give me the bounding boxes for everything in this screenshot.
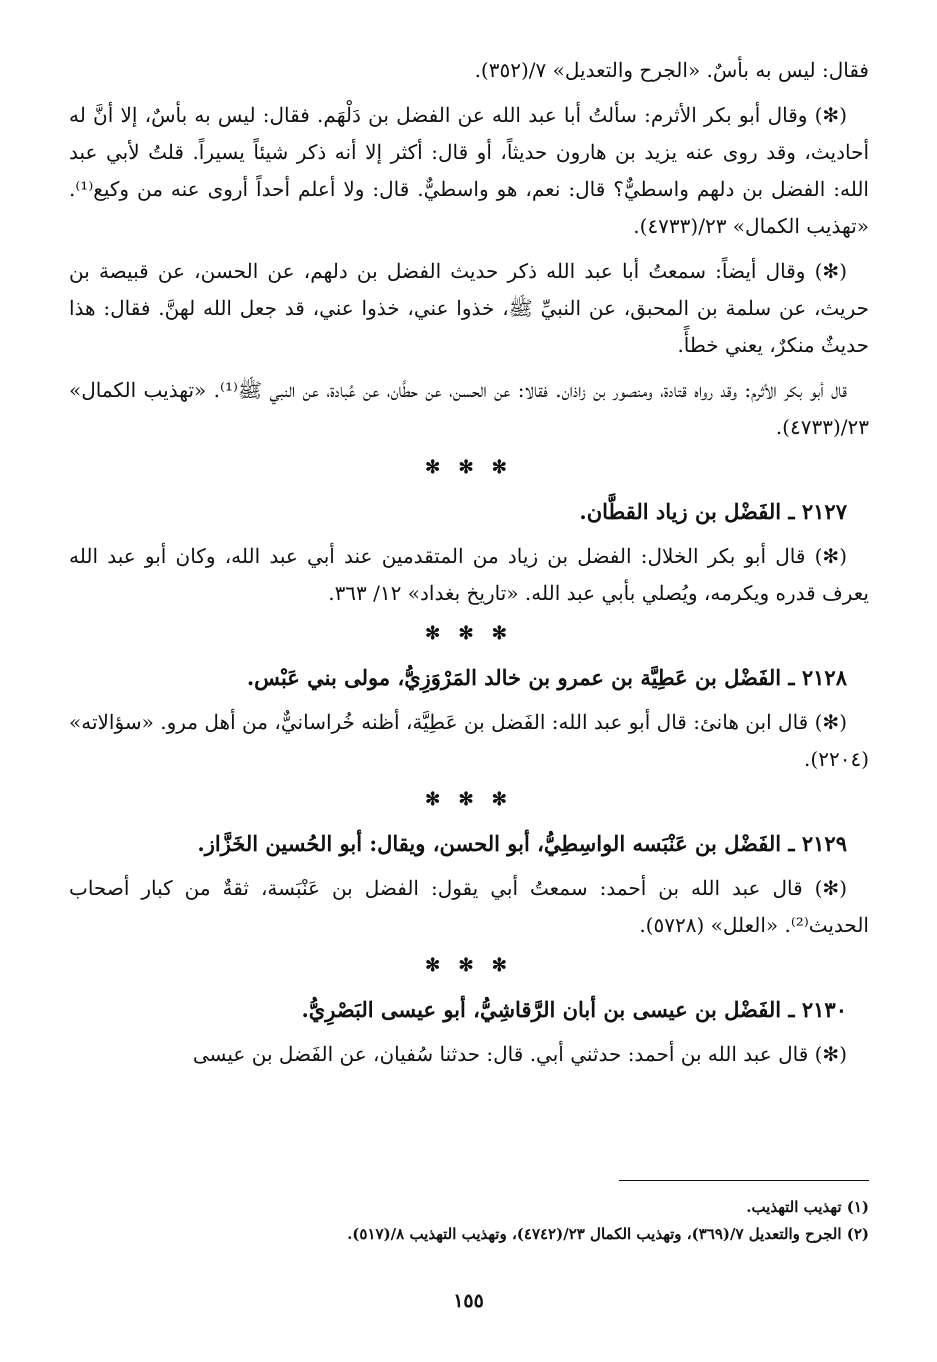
- footnote-divider: [619, 1180, 869, 1181]
- section-separator: ✻ ✻ ✻: [425, 623, 513, 644]
- entry-heading-2129: ٢١٢٩ ـ الفَضْل بن عَنْبَسه الواسِطِيُّ، أبو الحسن، ويقال: أبو الحُسين الخَزَّاز.: [197, 831, 847, 856]
- section-separator: ✻ ✻ ✻: [425, 955, 513, 976]
- main-text: [69, 52, 869, 1081]
- paragraph: قال أبو بكر الأثرم: وقد رواه قتادة، ومنصور بن زاذان. فقالا: عن الحسن، عن حطَّان، عن عُبادة، عن النبي ﷺ⁽¹⁾. «تهذيب الكمال» ٢٣/(٤٧٣٣).: [69, 378, 869, 439]
- page-number: ١٥٥: [453, 1290, 484, 1312]
- footnote-2: (٢) الجرح والتعديل ٧/(٣٦٩)، وتهذيب الكمال ٢٣/(٤٧٤٢)، وتهذيب التهذيب ٨/(٥١٧).: [347, 1225, 869, 1243]
- paragraph: (✻) وقال أبو بكر الأثرم: سألتُ أبا عبد الله عن الفضل بن دَلْهَم. فقال: ليس به بأسٌ، إلا أنَّ له أحاديث، وقد روى عنه يزيد بن هارون حديثاً، أو قال: أكثر إلا أنه ذكر شيئاً يسيراً. قلتُ لأبي عبد الله: الفضل بن دلهم واسطيٌّ؟ قال: نعم، هو واسطيٌّ. قال: ولا أعلم أحداً أروى عنه من وكيع⁽¹⁾. «تهذيب الكمال» ٢٣/(٤٧٣٣).: [69, 103, 869, 238]
- paragraph: (✻) قال عبد الله بن أحمد: سمعتُ أبي يقول: الفضل بن عَنْبَسة، ثقةٌ من كبار أصحاب الحديث⁽²⁾. «العلل» (٥٧٢٨).: [69, 876, 869, 937]
- paragraph: (✻) قال عبد الله بن أحمد: حدثني أبي. قال: حدثنا سُفيان، عن الفَضل بن عيسى: [192, 1042, 847, 1066]
- footnote-1: (١) تهذيب التهذيب.: [746, 1198, 869, 1216]
- paragraph: (✻) قال أبو بكر الخلال: الفضل بن زياد من المتقدمين عند أبي عبد الله، وكان أبو عبد الله يعرف قدره ويكرمه، ويُصلي بأبي عبد الله. «تاريخ بغداد» ١٢/ ٣٦٣.: [69, 544, 869, 605]
- entry-heading-2130: ٢١٣٠ ـ الفَضْل بن عيسى بن أبان الرَّقاشِيُّ، أبو عيسى البَصْرِيُّ.: [301, 997, 847, 1022]
- section-separator: ✻ ✻ ✻: [425, 789, 513, 810]
- paragraph: فقال: ليس به بأسٌ. «الجرح والتعديل» ٧/(٣٥٢).: [474, 58, 869, 82]
- footnotes: [69, 1194, 869, 1248]
- paragraph: (✻) قال ابن هانئ: قال أبو عبد الله: الفَضل بن عَطِيَّة، أظنه خُراسانيٌّ، من أهل مرو. «سؤالاته» (٢٢٠٤).: [69, 710, 869, 771]
- section-separator: ✻ ✻ ✻: [425, 457, 513, 478]
- entry-heading-2128: ٢١٢٨ ـ الفَضْل بن عَطِيَّة بن عمرو بن خالد المَرْوَزِيُّ، مولى بني عَبْس.: [246, 665, 847, 690]
- entry-heading-2127: ٢١٢٧ ـ الفَضْل بن زياد القطَّان.: [579, 499, 847, 524]
- paragraph: (✻) وقال أيضاً: سمعتُ أبا عبد الله ذكر حديث الفضل بن دلهم، عن الحسن، عن قبيصة بن حريث، عن سلمة بن المحبق، عن النبيِّ ﷺ، خذوا عني، خذوا عني، قد جعل الله لهنَّ. فقال: هذا حديثٌ منكرٌ، يعني خطأً.: [69, 259, 869, 357]
